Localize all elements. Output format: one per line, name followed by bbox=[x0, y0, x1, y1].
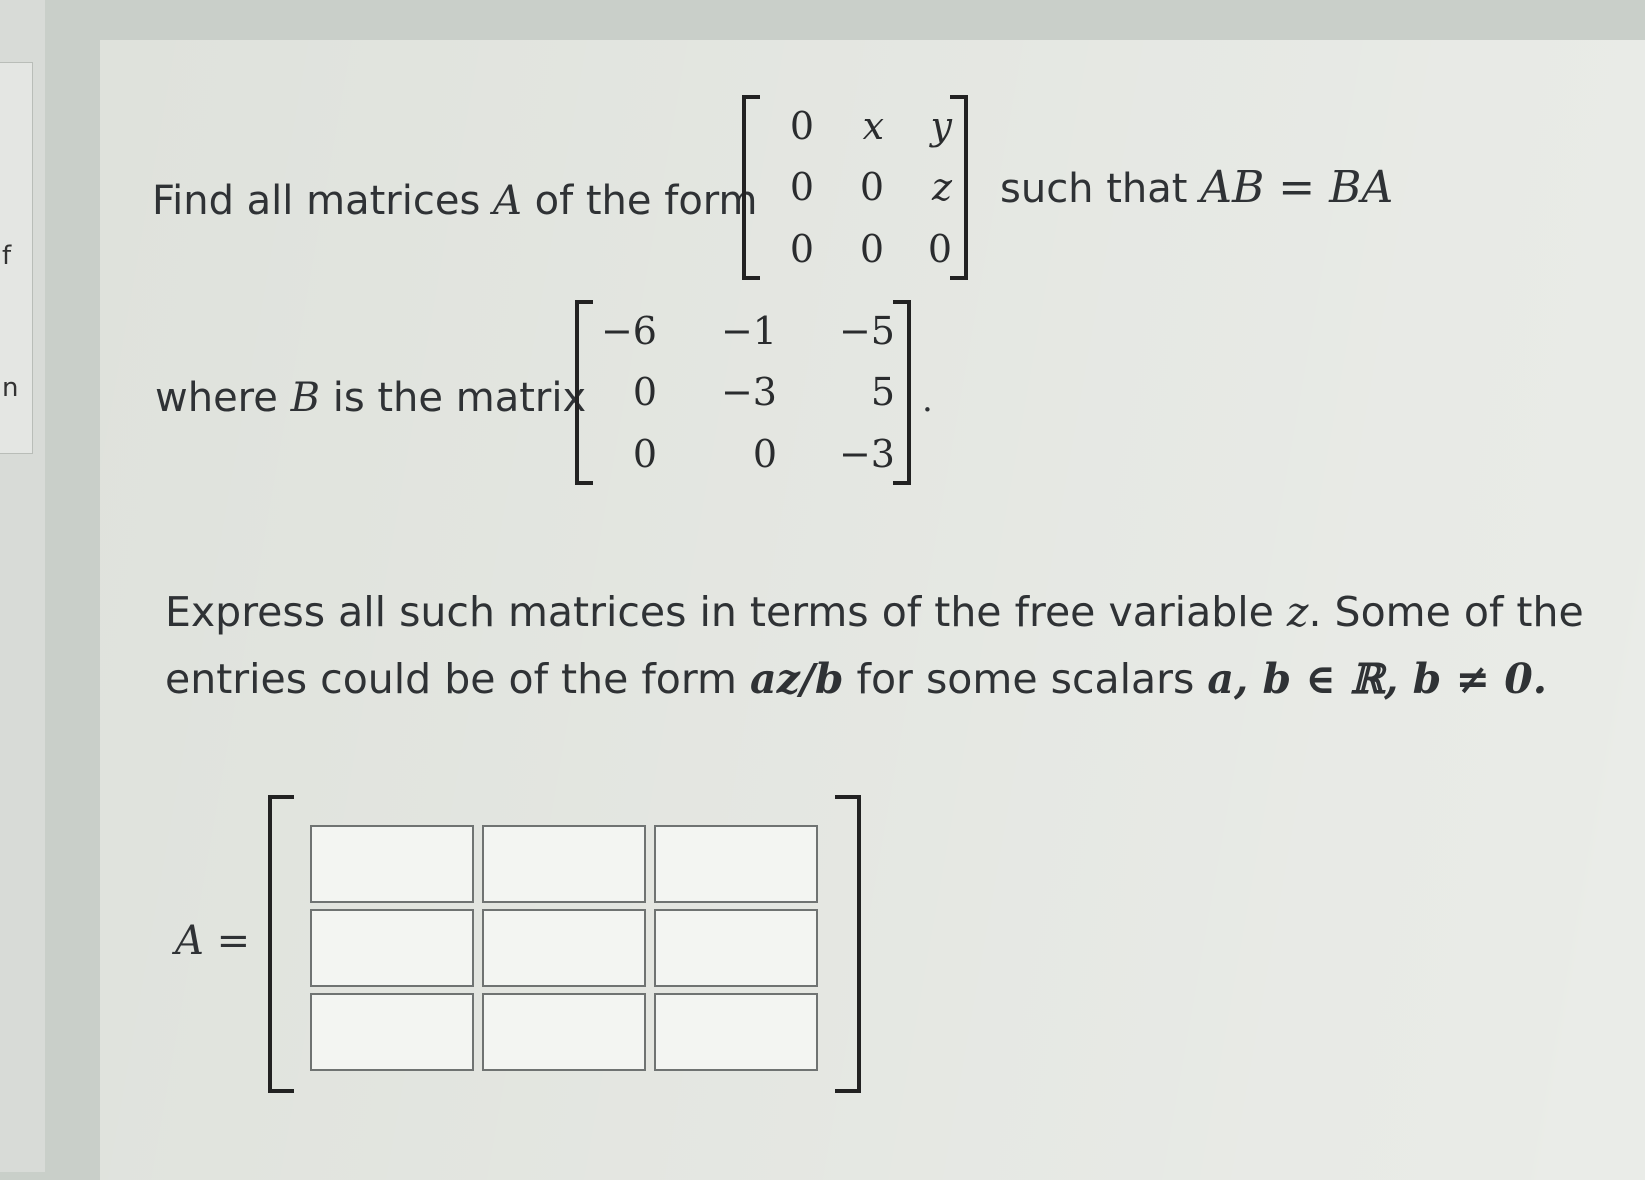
form-cell-r2c2: 0 bbox=[859, 165, 884, 210]
answer-label: A = bbox=[175, 918, 251, 964]
instr2-text: entries could be of the form bbox=[165, 655, 750, 703]
line1-suffix: such that bbox=[1000, 166, 1201, 212]
line1-prefix: Find all matrices bbox=[152, 178, 493, 224]
side-letter-2: n bbox=[2, 373, 19, 403]
line1-mid: of the form bbox=[521, 178, 758, 224]
b-cell-r1c3: −5 bbox=[838, 308, 895, 353]
var-a: A bbox=[493, 178, 522, 224]
answer-matrix-inputs bbox=[310, 825, 818, 1071]
instructions-line-1 bbox=[165, 588, 1584, 636]
b-cell-r1c2: −1 bbox=[720, 308, 777, 353]
matrix-b-period: . bbox=[922, 380, 933, 420]
instr2-mid: for some scalars bbox=[843, 655, 1208, 703]
answer-input-r1c1[interactable] bbox=[310, 825, 474, 903]
form-cell-r1c3: y bbox=[930, 103, 952, 148]
answer-input-r1c2[interactable] bbox=[482, 825, 646, 903]
form-cell-r1c1: 0 bbox=[789, 103, 814, 148]
b-cell-r2c1: 0 bbox=[632, 370, 657, 415]
problem-line-1-end bbox=[1000, 162, 1393, 213]
answer-input-r1c3[interactable] bbox=[654, 825, 818, 903]
b-cell-r2c3: 5 bbox=[870, 370, 895, 415]
scalar-condition: a, b ∈ ℝ, b ≠ 0. bbox=[1207, 655, 1548, 703]
equation-ab-ba: AB = BA bbox=[1200, 162, 1394, 213]
var-z: z bbox=[1286, 588, 1309, 636]
b-cell-r3c3: −3 bbox=[838, 432, 895, 477]
matrix-form-a bbox=[742, 95, 968, 280]
line2-mid: is the matrix bbox=[319, 375, 587, 421]
form-cell-r1c2: x bbox=[862, 103, 884, 148]
answer-left-bracket bbox=[268, 795, 294, 1093]
answer-input-r3c1[interactable] bbox=[310, 993, 474, 1071]
problem-line-1 bbox=[152, 178, 758, 224]
answer-input-r2c3[interactable] bbox=[654, 909, 818, 987]
form-cell-r3c1: 0 bbox=[789, 227, 814, 272]
answer-right-bracket bbox=[835, 795, 861, 1093]
b-cell-r1c1: −6 bbox=[600, 308, 657, 353]
answer-input-r3c2[interactable] bbox=[482, 993, 646, 1071]
var-b: B bbox=[290, 375, 320, 421]
matrix-b bbox=[575, 300, 911, 485]
instr1-text: Express all such matrices in terms of the free variable bbox=[165, 588, 1287, 636]
b-cell-r3c2: 0 bbox=[752, 432, 777, 477]
answer-input-r3c3[interactable] bbox=[654, 993, 818, 1071]
problem-line-2 bbox=[155, 375, 586, 421]
answer-input-r2c1[interactable] bbox=[310, 909, 474, 987]
expr-az-b: az/b bbox=[750, 655, 844, 703]
instr1-end: . Some of the bbox=[1308, 588, 1584, 636]
instructions-line-2 bbox=[165, 655, 1547, 703]
form-cell-r2c1: 0 bbox=[789, 165, 814, 210]
side-panel[interactable] bbox=[0, 62, 33, 454]
side-letter-1: f bbox=[2, 241, 12, 271]
form-cell-r3c3: 0 bbox=[927, 227, 952, 272]
b-cell-r2c2: −3 bbox=[720, 370, 777, 415]
form-cell-r2c3: z bbox=[931, 165, 952, 210]
answer-input-r2c2[interactable] bbox=[482, 909, 646, 987]
line2-prefix: where bbox=[155, 375, 291, 421]
b-cell-r3c1: 0 bbox=[632, 432, 657, 477]
form-cell-r3c2: 0 bbox=[859, 227, 884, 272]
